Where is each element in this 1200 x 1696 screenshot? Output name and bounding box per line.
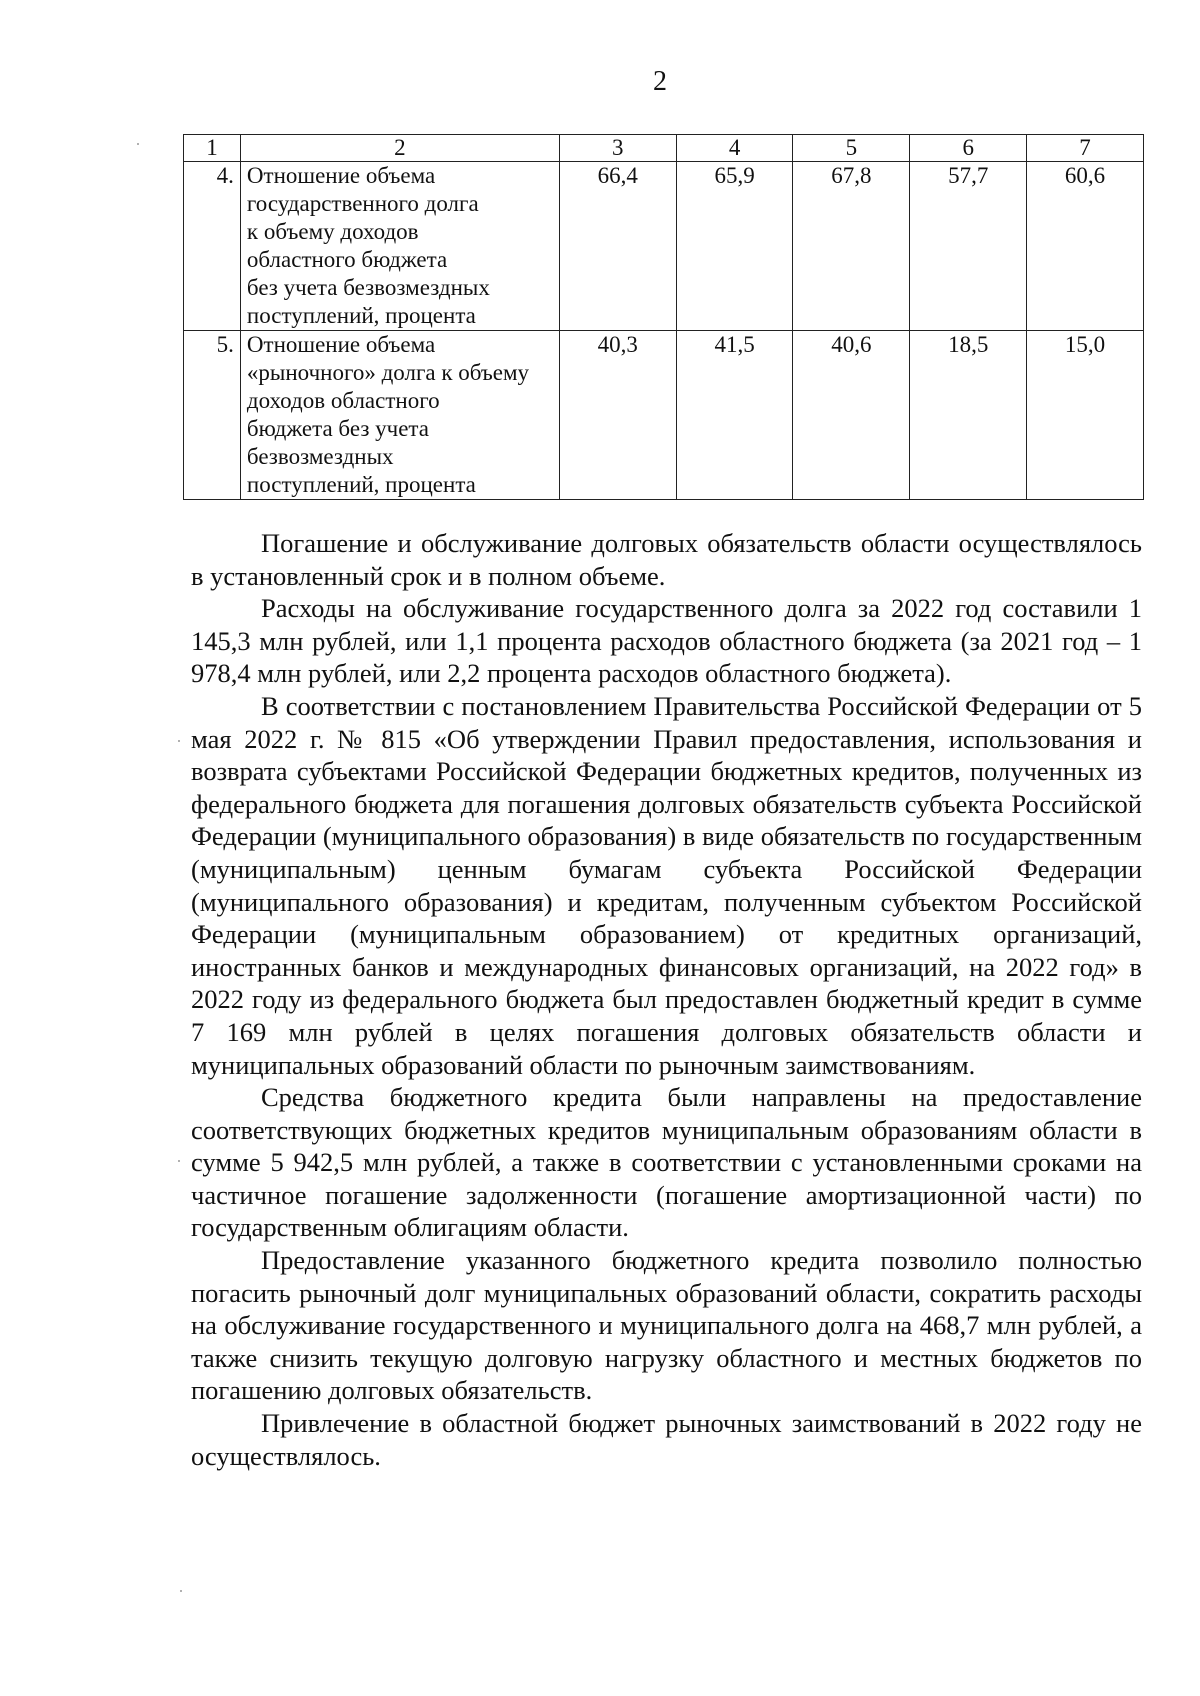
table-header-cell: 5 (793, 135, 910, 162)
value-cell: 65,9 (676, 162, 793, 331)
paragraph: Погашение и обслуживание долговых обязательств области осуществлялось в установленный срок и в полном объеме. (191, 528, 1142, 591)
description-line: государственного долга (246, 191, 479, 216)
scan-speck (178, 740, 180, 742)
paragraph: Привлечение в областной бюджет рыночных заимствований в 2022 году не осуществлялось. (191, 1408, 1142, 1471)
description-line: Отношение объема (246, 332, 436, 357)
description-line: бюджета без учета (246, 416, 429, 441)
paragraph: Средства бюджетного кредита были направлены на предоставление соответствующих бюджетных кредитов муниципальным образованиям области в сумме 5 942,5 млн рублей, а также в соответствии с установленными сроками на частичное погашение задолженности (погашение амортизационной части) по государственным облигациям области. (191, 1082, 1142, 1243)
paragraph: В соответствии с постановлением Правительства Российской Федерации от 5 мая 2022 г. № 815 «Об утверждении Правил предоставления, использования и возврата субъектами Российской Федерации бюджетных кредитов, полученных из федерального бюджета для погашения долговых обязательств субъекта Российской Федерации (муниципального образования) в виде обязательств по государственным (муниципальным) ценным бумагам субъекта Российской Федерации (муниципального образования) и кредитам, полученным субъектом Российской Федерации (муниципальным образованием) от кредитных организаций, иностранных банков и международных финансовых организаций, на 2022 год» в 2022 году из федерального бюджета был предоставлен бюджетный кредит в сумме 7 169 млн рублей в целях погашения долговых обязательств области и муниципальных образований области по рыночным заимствованиям. (191, 690, 1142, 1080)
value-cell: 60,6 (1027, 162, 1144, 331)
page-number: 2 (653, 66, 667, 97)
body-text (191, 527, 1142, 1472)
table-header-cell: 3 (559, 135, 676, 162)
value-cell: 40,3 (559, 331, 676, 500)
description-line: Отношение объема (246, 163, 436, 188)
description-line: поступлений, процента (246, 303, 476, 328)
description-line: безвозмездных (246, 444, 394, 469)
description-line: областного бюджета (246, 247, 448, 272)
table-header-cell: 2 (240, 135, 559, 162)
row-description (240, 162, 559, 331)
table-header-cell: 6 (910, 135, 1027, 162)
table-row (184, 162, 1144, 331)
table-header-cell: 1 (184, 135, 241, 162)
row-number: 4. (184, 162, 241, 331)
description-line: поступлений, процента (246, 472, 476, 497)
scan-speck (180, 1590, 182, 1592)
description-line: доходов областного (246, 388, 440, 413)
table-header-cell: 4 (676, 135, 793, 162)
row-description (240, 331, 559, 500)
row-number: 5. (184, 331, 241, 500)
table-row (184, 331, 1144, 500)
paragraph: Предоставление указанного бюджетного кредита позволило полностью погасить рыночный долг муниципальных образований области, сократить расходы на обслуживание государственного и муниципального долга на 468,7 млн рублей, а также снизить текущую долговую нагрузку областного и местных бюджетов по погашению долговых обязательств. (191, 1245, 1142, 1406)
value-cell: 66,4 (559, 162, 676, 331)
table-header-row (184, 135, 1144, 162)
value-cell: 15,0 (1027, 331, 1144, 500)
value-cell: 18,5 (910, 331, 1027, 500)
paragraph: Расходы на обслуживание государственного долга за 2022 год составили 1 145,3 млн рублей, или 1,1 процента расходов областного бюджета (за 2021 год – 1 978,4 млн рублей, или 2,2 процента расходов областного бюджета). (191, 593, 1142, 689)
value-cell: 67,8 (793, 162, 910, 331)
table-header-cell: 7 (1027, 135, 1144, 162)
scan-speck (178, 1160, 180, 1162)
value-cell: 40,6 (793, 331, 910, 500)
value-cell: 57,7 (910, 162, 1027, 331)
indicators-table (183, 134, 1144, 500)
description-line: «рыночного» долга к объему (246, 360, 530, 385)
description-line: без учета безвозмездных (246, 275, 490, 300)
value-cell: 41,5 (676, 331, 793, 500)
scan-speck (137, 143, 139, 145)
description-line: к объему доходов (246, 219, 419, 244)
